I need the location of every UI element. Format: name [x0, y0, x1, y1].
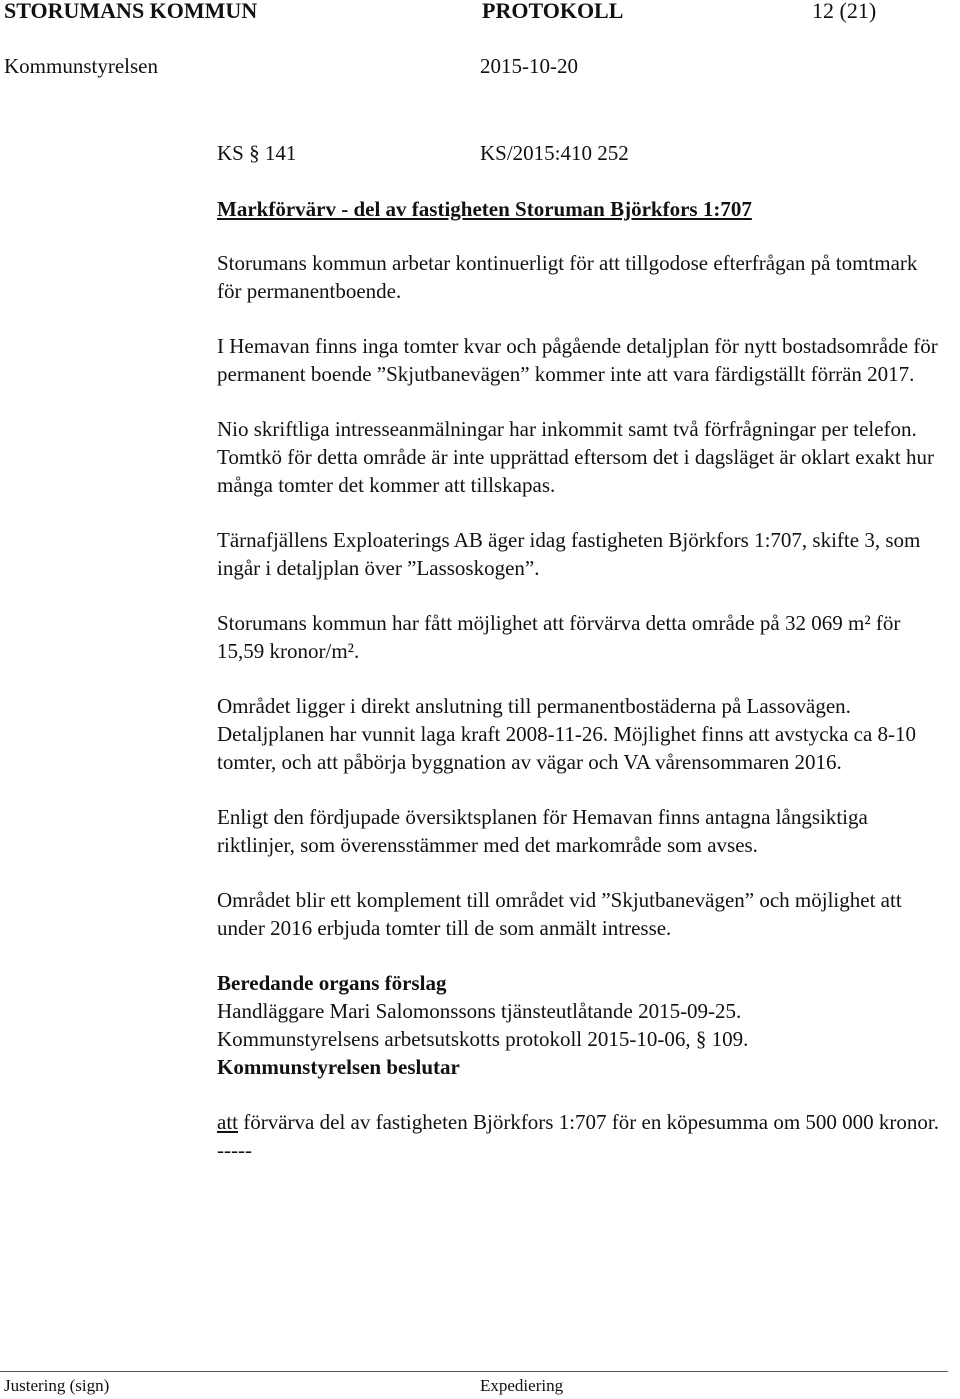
paragraph: I Hemavan finns inga tomter kvar och pågående detaljplan för nytt bostadsområde för permanent boende ”Skjutbanevägen” kommer inte att vara färdigställt förrän 2017. [217, 334, 938, 386]
end-marker: ----- [217, 1138, 252, 1162]
ks-number: KS § 141 [217, 141, 297, 165]
justering-label: Justering (sign) [4, 1376, 110, 1395]
board-name: Kommunstyrelsen [4, 54, 158, 78]
decision-body: förvärva del av fastigheten Björkfors 1:707 för en köpesumma om 500 000 kronor. [238, 1110, 940, 1134]
page-header [0, 0, 960, 29]
paragraph: Storumans kommun har fått möjlighet att förvärva detta område på 32 069 m² för 15,59 kronor/m². [217, 611, 901, 663]
paragraph: Storumans kommun arbetar kontinuerligt för att tillgodose efterfrågan på tomtmark för permanentboende. [217, 251, 918, 303]
subheader [0, 52, 960, 80]
paragraph: Enligt den fördjupade översiktsplanen för Hemavan finns antagna långsiktiga riktlinjer, som överensstämmer med det markområde som avses. [217, 805, 868, 857]
page-number: 12 (21) [812, 0, 877, 23]
expediering-label: Expediering [480, 1376, 564, 1395]
att-keyword: att [217, 1110, 238, 1134]
diary-number: KS/2015:410 252 [480, 141, 629, 165]
paragraph: Nio skriftliga intresseanmälningar har inkommit samt två förfrågningar per telefon. Tomtkö för detta område är inte upprättad eftersom det i dagsläget är oklart exakt hur många tomter det kommer att tillskapas. [217, 417, 934, 497]
proposal-heading: Beredande organs förslag [217, 971, 447, 995]
case-reference [217, 139, 945, 167]
municipality-name: STORUMANS KOMMUN [4, 0, 258, 23]
footer-divider [0, 1371, 948, 1372]
paragraph: Området ligger i direkt anslutning till permanentbostäderna på Lassovägen. Detaljplanen har vunnit laga kraft 2008-11-26. Möjlighet finns att avstycka ca 8-10 tomter, och att påbörja byggnation av vägar och VA vårensommaren 2016. [217, 694, 917, 774]
document-type: PROTOKOLL [482, 0, 624, 23]
proposal-line: Kommunstyrelsens arbetsutskotts protokoll 2015-10-06, § 109. [217, 1027, 749, 1051]
decision-heading: Kommunstyrelsen beslutar [217, 1055, 460, 1079]
case-title: Markförvärv - del av fastigheten Storuman Björkfors 1:707 [217, 197, 752, 221]
paragraph: Tärnafjällens Exploaterings AB äger idag fastigheten Björkfors 1:707, skifte 3, som ingår i detaljplan över ”Lassoskogen”. [217, 528, 921, 580]
decision-text [217, 1108, 945, 1136]
meeting-date: 2015-10-20 [480, 54, 578, 78]
protocol-body [217, 139, 945, 1164]
paragraph: Området blir ett komplement till området vid ”Skjutbanevägen” och möjlighet att under 2016 erbjuda tomter till de som anmält intresse. [217, 888, 902, 940]
proposal-line: Handläggare Mari Salomonssons tjänsteutlåtande 2015-09-25. [217, 999, 742, 1023]
